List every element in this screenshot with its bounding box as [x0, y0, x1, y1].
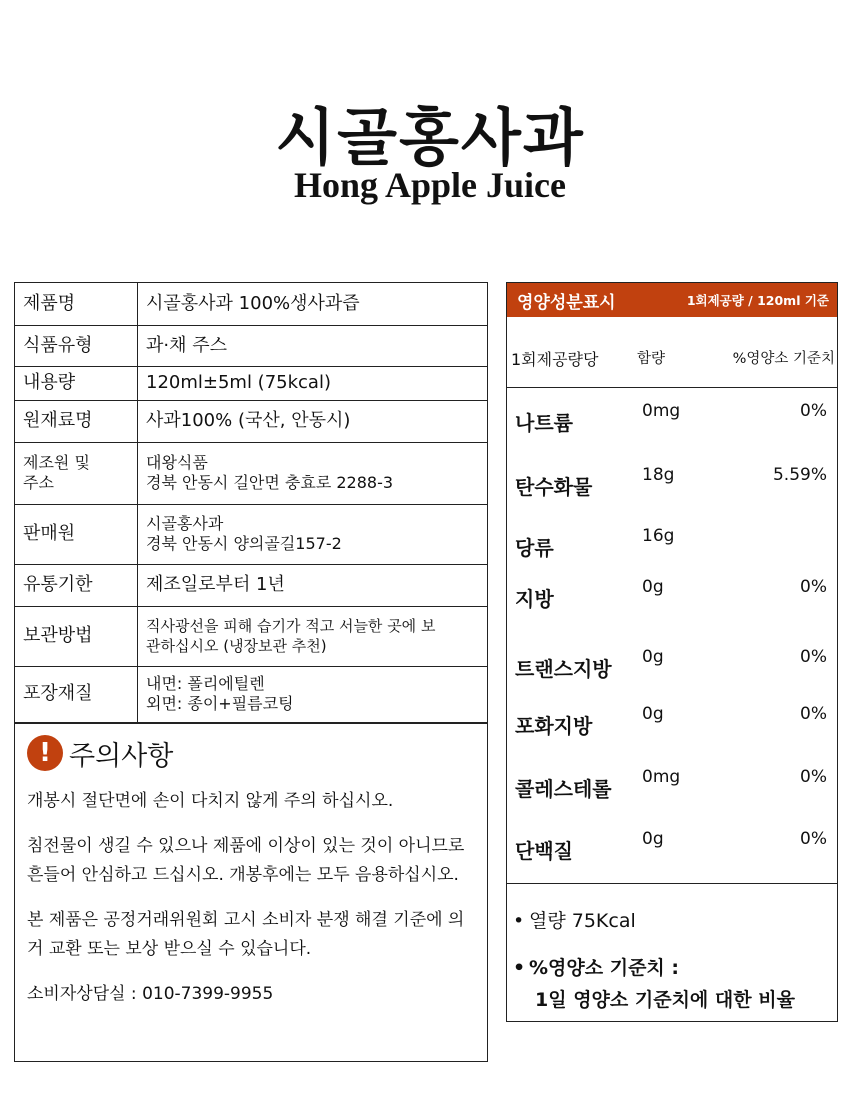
row-label: 식품유형 [15, 325, 138, 366]
row-label: 유통기한 [15, 564, 138, 606]
nutrient-amount: 0g [642, 829, 664, 849]
nutrient-row [507, 829, 837, 863]
value-line: 시골홍사과 [146, 514, 224, 533]
nutrient-name: 지방 [515, 587, 554, 611]
caution-title: 주의사항 [69, 740, 174, 772]
caution-paragraph: 침전물이 생길 수 있으나 제품에 이상이 있는 것이 아니므로 흔들어 안심하고 드십시오. 개봉후에는 모두 음용하십시오. [27, 835, 465, 885]
row-value: 제조일로부터 1년 [138, 564, 488, 606]
nutrition-facts-panel [506, 282, 838, 1022]
row-label: 보관방법 [15, 606, 138, 666]
bullet-icon: • [513, 957, 526, 979]
nutrient-row [507, 647, 837, 681]
nutrient-name: 당류 [515, 536, 554, 560]
table-row [15, 606, 487, 666]
nutrient-row [507, 401, 837, 435]
value-line: 관하십시오 (냉장보관 추천) [146, 637, 327, 655]
row-value: 사과100% (국산, 안동시) [138, 400, 488, 442]
bullet-icon: • [513, 910, 525, 932]
nutrient-percent: 0% [800, 401, 827, 421]
percent-note-desc: 1일 영양소 기준치에 대한 비율 [535, 989, 795, 1011]
nutrient-percent: 0% [800, 704, 827, 724]
warning-icon: ! [27, 735, 63, 771]
nutrient-name: 콜레스테롤 [515, 777, 612, 801]
nutrient-name: 트랜스지방 [515, 657, 612, 681]
nutrient-name: 탄수화물 [515, 475, 593, 499]
nutrient-row [507, 767, 837, 801]
nutrient-name: 단백질 [515, 839, 573, 863]
row-label [15, 442, 138, 504]
percent-note-label: • %영양소 기준치 : [513, 957, 679, 979]
nutrient-row [507, 577, 837, 611]
table-row [15, 366, 487, 400]
product-title-english: Hong Apple Juice [293, 165, 567, 205]
serving-size: 1회제공량 / 120ml 기준 [686, 293, 829, 308]
col-percent: %영양소 기준치 [732, 351, 835, 367]
row-label: 판매원 [15, 504, 138, 564]
nutrient-row [507, 704, 837, 738]
nutrient-amount: 16g [642, 526, 675, 546]
customer-service-contact: 소비자상담실 : 010-7399-9955 [27, 983, 274, 1004]
value-line: 내면: 폴리에틸렌 [146, 674, 265, 693]
table-row [15, 325, 487, 366]
row-value: 120ml±5ml (75kcal) [138, 366, 488, 400]
table-row [15, 666, 487, 722]
caution-paragraph: 본 제품은 공정거래위원회 고시 소비자 분쟁 해결 기준에 의거 교환 또는 보상 받으실 수 있습니다. [27, 909, 465, 959]
nutrient-percent: 0% [800, 767, 827, 787]
caution-paragraph: 개봉시 절단면에 손이 다치지 않게 주의 하십시오. [27, 790, 394, 811]
row-value [138, 504, 488, 564]
value-line: 대왕식품 [146, 453, 208, 472]
caution-header [27, 734, 477, 773]
row-value [138, 606, 488, 666]
divider [507, 883, 837, 884]
nutrient-name: 포화지방 [515, 714, 593, 738]
nutrient-percent: 0% [800, 829, 827, 849]
nutrient-percent: 0% [800, 577, 827, 597]
label-line: 제조원 및 [23, 453, 90, 472]
table-row [15, 283, 487, 325]
product-title-korean: 시골홍사과 [275, 101, 585, 174]
nutrient-percent: 0% [800, 647, 827, 667]
nutrient-amount: 0mg [642, 401, 681, 421]
nutrient-amount: 0g [642, 577, 664, 597]
label-line: 주소 [23, 473, 54, 492]
nutrient-row [507, 465, 837, 499]
nutrition-title: 영양성분표시 [517, 292, 616, 313]
value-line: 경북 안동시 양의골길157-2 [146, 534, 342, 553]
table-row [15, 564, 487, 606]
divider [507, 387, 837, 388]
value-line: 직사광선을 피해 습기가 적고 서늘한 곳에 보 [146, 617, 436, 635]
row-label: 원재료명 [15, 400, 138, 442]
table-row [15, 442, 487, 504]
row-label: 내용량 [15, 366, 138, 400]
nutrient-amount: 0g [642, 647, 664, 667]
calorie-note: • 열량 75Kcal [513, 910, 636, 932]
table-row [15, 504, 487, 564]
row-label: 포장재질 [15, 666, 138, 722]
nutrient-name: 나트륨 [515, 411, 573, 435]
nutrient-percent: 5.59% [772, 465, 827, 485]
value-line: 외면: 종이+필름코팅 [146, 694, 294, 713]
nutrition-header [507, 283, 837, 317]
col-amount: 함량 [637, 351, 666, 367]
nutrient-amount: 0g [642, 704, 664, 724]
value-line: 경북 안동시 길안면 충효로 2288-3 [146, 473, 394, 492]
row-value [138, 442, 488, 504]
product-info-table [14, 282, 488, 1062]
nutrient-amount: 18g [642, 465, 675, 485]
row-value: 과·채 주스 [138, 325, 488, 366]
row-value: 시골홍사과 100%생사과즙 [138, 283, 488, 325]
row-value [138, 666, 488, 722]
nutrient-row [507, 526, 837, 560]
table-row [15, 400, 487, 442]
caution-section [15, 723, 487, 1061]
col-serving: 1회제공량당 [511, 350, 599, 369]
nutrient-amount: 0mg [642, 767, 681, 787]
row-label: 제품명 [15, 283, 138, 325]
nutrition-column-headers [507, 347, 837, 369]
